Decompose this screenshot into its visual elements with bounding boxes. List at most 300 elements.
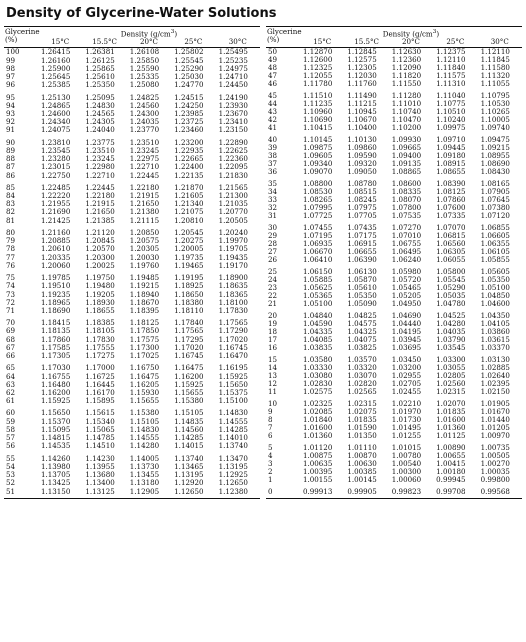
density-cell: 1.20570: [85, 244, 115, 254]
density-cell: 1.03615: [480, 335, 510, 345]
density-cell: 1.12920: [174, 478, 204, 488]
density-cell: 1.11760: [347, 79, 377, 89]
density-cell: 1.24710: [218, 72, 248, 82]
density-cell: 1.17830: [85, 334, 115, 344]
density-cell: 1.25030: [174, 72, 204, 82]
glycerine-percent-cell: 22: [268, 291, 278, 301]
density-label: Density (g/cm: [120, 29, 171, 39]
glycerine-percent-cell: 7: [268, 423, 273, 433]
table-row: [4, 450, 260, 462]
density-cell: 1.11215: [347, 99, 377, 109]
glycerine-percent-cell: 84: [6, 191, 16, 201]
density-cell: 1.12305: [347, 63, 377, 73]
density-cell: 1.23725: [174, 117, 204, 127]
density-cell: 1.02070: [436, 399, 466, 409]
density-cell: 1.08125: [436, 187, 466, 197]
density-cell: 1.14560: [174, 424, 204, 434]
density-cell: 1.21385: [85, 215, 115, 225]
density-cell: 1.03570: [347, 355, 377, 365]
density-cell: 1.07070: [436, 223, 466, 233]
density-cell: 1.03825: [347, 343, 377, 353]
table-row: [4, 135, 260, 147]
density-cell: 1.09975: [436, 123, 466, 133]
table-row: [4, 405, 260, 417]
density-cell: 1.22095: [218, 162, 248, 172]
density-cell: 1.00035: [480, 467, 510, 477]
density-cell: 1.21605: [174, 191, 204, 201]
density-cell: 1.02325: [303, 399, 333, 409]
density-cell: 1.23280: [41, 154, 71, 164]
density-cell: 1.13980: [41, 461, 71, 471]
density-cell: 1.24340: [41, 117, 71, 127]
density-cell: 1.09215: [480, 143, 510, 153]
glycerine-percent-cell: 59: [6, 416, 16, 426]
glycerine-percent-cell: 2: [268, 467, 273, 477]
glycerine-percent-cell: 32: [268, 203, 278, 213]
density-cell: 1.12030: [347, 71, 377, 81]
density-cell: 1.09400: [391, 151, 422, 161]
density-cell: 1.18940: [129, 289, 160, 299]
density-cell: 1.05610: [347, 283, 377, 293]
density-cell: 1.18110: [174, 305, 204, 315]
density-cell: 1.16475: [129, 371, 160, 381]
glycerine-percent-cell: 29: [268, 231, 278, 241]
density-cell: 1.00780: [391, 451, 422, 461]
density-cell: 1.26108: [129, 47, 160, 57]
density-cell: 1.00875: [303, 451, 333, 461]
density-cell: 1.16470: [218, 351, 248, 361]
density-cell: 1.02565: [347, 387, 377, 397]
density-cell: 1.23930: [218, 100, 248, 110]
density-cell: 1.08780: [347, 179, 377, 189]
glycerine-percent-cell: 38: [268, 151, 278, 161]
density-cell: 1.00870: [347, 451, 377, 461]
glycerine-percent-cell: 24: [268, 275, 278, 285]
density-cell: 1.04195: [391, 327, 422, 337]
density-cell: 1.04280: [436, 319, 466, 329]
density-cell: 1.00395: [303, 467, 333, 477]
glycerine-percent-cell: 72: [6, 297, 16, 307]
density-cell: 1.12090: [391, 63, 422, 73]
density-cell: 1.10510: [436, 107, 466, 117]
density-cell: 1.14535: [41, 441, 71, 451]
temperature-header-row: [4, 38, 260, 48]
glycerine-percent-cell: 41: [268, 123, 278, 133]
density-cell: 1.10740: [391, 107, 422, 117]
density-cell: 1.07860: [436, 195, 466, 205]
density-cell: 1.15095: [41, 424, 71, 434]
density-cell: 1.03370: [480, 343, 510, 353]
density-cell: 1.04825: [347, 311, 377, 321]
density-cell: 1.21300: [218, 191, 248, 201]
density-cell: 1.14285: [174, 433, 204, 443]
density-cell: 1.04780: [436, 299, 466, 309]
density-cell: 1.15380: [174, 396, 204, 406]
density-cell: 1.16750: [129, 363, 160, 373]
table-row: [4, 126, 260, 134]
glycerine-percent-cell: 0: [268, 487, 273, 497]
density-cell: 1.23015: [41, 162, 71, 172]
density-cell: 1.16170: [85, 387, 115, 397]
density-cell: 1.22180: [129, 182, 160, 192]
density-cell: 1.22220: [41, 191, 71, 201]
glycerine-percent-cell: 13: [268, 371, 278, 381]
glycerine-percent-cell: 74: [6, 281, 16, 291]
density-cell: 1.24300: [129, 109, 160, 118]
density-cell: 1.20575: [129, 236, 160, 246]
density-cell: 1.09605: [303, 151, 333, 161]
density-cell: 1.15895: [85, 396, 115, 406]
density-cell: 1.08800: [303, 179, 333, 189]
density-cell: 1.03945: [391, 335, 422, 345]
density-cell: 1.18395: [129, 305, 160, 315]
density-cell: 1.01110: [347, 443, 377, 453]
density-cell: 1.01730: [391, 415, 422, 425]
density-exponent: 3: [432, 29, 437, 35]
table-row: [266, 300, 522, 308]
table-row: [266, 432, 522, 440]
density-cell: 1.21955: [41, 199, 71, 209]
density-cell: 1.09050: [347, 167, 377, 177]
density-cell: 1.26381: [85, 47, 115, 57]
density-cell: 1.21690: [41, 207, 71, 217]
temp-header: 30°C: [478, 38, 522, 48]
density-cell: 1.01205: [480, 423, 510, 433]
density-cell: 1.03130: [480, 355, 510, 365]
density-cell: 1.02560: [436, 379, 466, 389]
glycerine-percent-cell: 96: [6, 80, 16, 90]
density-table-left: [4, 26, 260, 499]
density-cell: 1.20030: [129, 252, 160, 262]
glycerine-percent-cell: 6: [268, 431, 273, 441]
density-cell: 1.23985: [174, 109, 204, 118]
density-cell: 1.18385: [85, 318, 115, 328]
glycerine-percent-cell: 48: [268, 63, 278, 73]
density-cell: 1.11575: [436, 71, 466, 81]
density-cell: 1.00300: [391, 467, 422, 477]
density-cell: 1.10670: [347, 115, 377, 125]
density-cell: 1.11235: [303, 99, 333, 109]
density-cell: 1.11510: [303, 91, 333, 101]
density-cell: 1.04850: [480, 291, 510, 301]
density-cell: 1.16755: [41, 371, 71, 381]
glycerine-percent-cell: 63: [6, 379, 16, 389]
temp-header: 25°C: [171, 38, 215, 48]
glycerine-percent-cell: 81: [6, 215, 16, 225]
density-cell: 1.03320: [347, 363, 377, 373]
density-cell: 1.14555: [129, 433, 160, 443]
density-cell: 1.10960: [303, 107, 333, 117]
glycerine-percent-cell: 9: [268, 407, 273, 417]
density-cell: 1.13730: [129, 461, 160, 471]
density-cell: 1.13195: [174, 470, 204, 479]
density-cell: 1.12630: [391, 47, 422, 57]
density-cell: 1.12110: [436, 55, 466, 65]
density-cell: 1.09445: [436, 143, 466, 153]
density-cell: 1.20885: [41, 236, 71, 246]
density-cell: 1.01600: [303, 423, 333, 433]
glycerine-percent-cell: 97: [6, 72, 16, 82]
density-cell: 1.06240: [391, 255, 422, 265]
density-cell: 1.16205: [129, 379, 160, 389]
density-cell: 1.01255: [391, 431, 422, 441]
temp-header: 20°C: [389, 38, 433, 48]
glycerine-header: [4, 27, 38, 48]
density-cell: 1.10775: [436, 99, 466, 109]
density-cell: 1.22180: [85, 191, 115, 201]
density-cell: 1.07335: [436, 211, 466, 221]
density-cell: 1.05885: [303, 275, 333, 285]
density-cell: 0.99913: [303, 487, 333, 497]
density-cell: 1.21115: [129, 215, 160, 225]
density-cell: 1.16200: [174, 371, 204, 381]
density-cell: 1.12055: [303, 71, 333, 81]
density-cell: 1.13740: [218, 441, 248, 451]
glycerine-percent-cell: 86: [6, 170, 16, 180]
density-cell: 1.06755: [391, 239, 422, 249]
temp-header: 15.5°C: [82, 38, 126, 48]
density-cell: 1.20300: [85, 252, 115, 262]
glycerine-label: Glycerine: [5, 27, 40, 36]
density-cell: 1.24040: [85, 125, 115, 135]
table-row: [266, 80, 522, 88]
density-cell: 1.19785: [41, 273, 71, 283]
glycerine-percent-cell: 23: [268, 283, 278, 293]
density-cell: 1.17860: [41, 334, 71, 344]
glycerine-percent-cell: 56: [6, 441, 16, 451]
density-cell: 1.25850: [129, 55, 160, 65]
density-cell: 1.15650: [218, 379, 248, 389]
density-cell: 1.05100: [303, 299, 333, 309]
table-header-row: [266, 27, 522, 39]
glycerine-percent-cell: 99: [6, 55, 16, 65]
table-row: [4, 89, 260, 101]
density-cell: 1.07725: [303, 211, 333, 221]
density-cell: 1.00655: [436, 451, 466, 461]
glycerine-percent-cell: 46: [268, 79, 278, 89]
density-cell: 1.23410: [218, 117, 248, 127]
density-cell: 1.25350: [85, 80, 115, 90]
density-cell: 1.22710: [85, 170, 115, 180]
density-cell: 1.07995: [303, 203, 333, 213]
density-cell: 1.00385: [347, 467, 377, 477]
density-cell: 1.09740: [480, 123, 510, 133]
density-cell: 0.99905: [347, 487, 377, 497]
density-cell: 1.21035: [218, 199, 248, 209]
density-cell: 1.23510: [129, 137, 160, 147]
density-cell: 1.10145: [303, 135, 333, 145]
density-cell: 1.03080: [303, 371, 333, 381]
temp-header: 15°C: [300, 38, 344, 48]
density-cell: 1.18380: [174, 297, 204, 307]
temp-header: 20°C: [127, 38, 171, 48]
density-cell: 1.00505: [480, 451, 510, 461]
density-cell: 1.18125: [129, 318, 160, 328]
density-cell: 1.15065: [85, 424, 115, 434]
density-cell: 1.05800: [436, 267, 466, 277]
density-cell: 1.12575: [347, 55, 377, 65]
density-cell: 1.16200: [41, 387, 71, 397]
glycerine-percent-cell: 77: [6, 252, 16, 262]
density-cell: 1.25590: [129, 63, 160, 73]
density-cell: 1.07905: [480, 187, 510, 197]
density-cell: 1.15370: [41, 416, 71, 426]
density-cell: 1.12650: [218, 478, 248, 488]
density-cell: 1.00270: [480, 459, 510, 469]
tables-container: [4, 26, 522, 499]
table-row: [4, 262, 260, 270]
density-cell: 1.01360: [303, 431, 333, 441]
table-row: [266, 168, 522, 176]
density-cell: 1.14785: [85, 433, 115, 443]
density-cell: 1.22980: [85, 162, 115, 172]
density-cell: 1.11820: [391, 71, 422, 81]
density-cell: 1.20275: [174, 236, 204, 246]
density-cell: 1.08955: [480, 151, 510, 161]
density-cell: 1.02210: [391, 399, 422, 409]
density-cell: 1.06410: [303, 255, 333, 265]
density-cell: 0.99708: [436, 487, 466, 497]
density-cell: 1.08070: [391, 195, 422, 205]
density-cell: 1.02075: [347, 407, 377, 417]
table-row: [266, 256, 522, 264]
density-cell: 1.01350: [347, 431, 377, 441]
density-cell: 0.99800: [480, 475, 510, 485]
density-cell: 1.08690: [480, 159, 510, 169]
density-cell: 1.17305: [41, 351, 71, 361]
glycerine-percent-cell: 27: [268, 247, 278, 257]
density-cell: 1.00890: [436, 443, 466, 453]
density-cell: 1.10400: [347, 123, 377, 133]
density-cell: 1.12325: [303, 63, 333, 73]
density-cell: 1.26160: [41, 55, 71, 65]
density-cell: 1.21830: [218, 170, 248, 180]
density-cell: 1.00180: [436, 467, 466, 477]
density-cell: 1.02805: [436, 371, 466, 381]
glycerine-percent-cell: 70: [6, 318, 16, 328]
density-cell: 1.03330: [303, 363, 333, 373]
density-cell: 1.10240: [436, 115, 466, 125]
density-cell: 1.10415: [303, 123, 333, 133]
temp-header: 15°C: [38, 38, 82, 48]
table-header-row: [4, 27, 260, 39]
table-row: [4, 81, 260, 89]
glycerine-percent-cell: 1: [268, 475, 273, 485]
glycerine-percent-cell: 40: [268, 135, 278, 145]
density-cell: 1.20770: [218, 207, 248, 217]
glycerine-percent-cell: 87: [6, 162, 16, 172]
density-cell: 1.09710: [436, 135, 466, 145]
glycerine-percent-cell: 37: [268, 159, 278, 169]
density-cell: 1.15655: [129, 396, 160, 406]
glycerine-percent-cell: 51: [6, 486, 16, 496]
density-cell: 1.02315: [347, 399, 377, 409]
density-cell: 1.19170: [218, 260, 248, 270]
density-cell: 1.19215: [129, 281, 160, 291]
glycerine-percent-cell: 31: [268, 211, 278, 221]
density-cell: 1.02395: [480, 379, 510, 389]
density-cell: 1.18415: [41, 318, 71, 328]
density-cell: 1.22135: [174, 170, 204, 180]
percent-label: (%): [267, 35, 280, 44]
density-cell: 1.21425: [41, 215, 71, 225]
density-cell: 1.11780: [303, 79, 333, 89]
density-cell: 1.04335: [303, 327, 333, 337]
glycerine-percent-cell: 19: [268, 319, 278, 329]
density-cell: 1.13680: [85, 470, 115, 479]
density-cell: 1.12360: [391, 55, 422, 65]
table-body-left: [4, 48, 260, 499]
density-cell: 1.25495: [218, 47, 248, 57]
density-cell: 1.05465: [391, 283, 422, 293]
glycerine-percent-cell: 17: [268, 335, 278, 345]
glycerine-percent-cell: 91: [6, 125, 16, 135]
density-cell: 1.20610: [41, 244, 71, 254]
density-cell: 1.13425: [41, 478, 71, 488]
table-row: [4, 487, 260, 499]
density-cell: 1.04325: [347, 327, 377, 337]
density-cell: 1.13455: [129, 470, 160, 479]
density-cell: 1.15105: [129, 416, 160, 426]
glycerine-percent-cell: 53: [6, 470, 16, 479]
density-cell: 1.19705: [218, 244, 248, 254]
density-cell: 1.07195: [303, 231, 333, 241]
density-cell: 1.07435: [347, 223, 377, 233]
density-cell: 1.06915: [347, 239, 377, 249]
density-cell: 1.21650: [85, 207, 115, 217]
density-cell: 1.17840: [174, 318, 204, 328]
density-cell: 1.00735: [480, 443, 510, 453]
density-cell: 1.14260: [41, 453, 71, 463]
density-cell: 1.16480: [41, 379, 71, 389]
density-cell: 1.16195: [218, 363, 248, 373]
glycerine-percent-cell: 4: [268, 451, 273, 461]
density-cell: 1.18135: [41, 326, 71, 336]
density-cell: 1.14015: [174, 441, 204, 451]
density-cell: 1.10470: [391, 115, 422, 125]
density-cell: 1.05605: [480, 267, 510, 277]
density-cell: 1.10200: [391, 123, 422, 133]
density-cell: 1.07705: [347, 211, 377, 221]
density-cell: 1.20505: [218, 215, 248, 225]
glycerine-percent-cell: 45: [268, 91, 278, 101]
density-cell: 1.12650: [174, 486, 204, 496]
density-cell: 1.00145: [347, 475, 377, 485]
density-cell: 1.08600: [391, 179, 422, 189]
glycerine-percent-cell: 90: [6, 137, 16, 147]
density-cell: 1.03835: [303, 343, 333, 353]
density-cell: 1.11580: [480, 63, 510, 73]
glycerine-percent-cell: 21: [268, 299, 278, 309]
density-cell: 1.21075: [174, 207, 204, 217]
glycerine-percent-cell: 68: [6, 334, 16, 344]
density-cell: 1.25865: [85, 63, 115, 73]
glycerine-percent-cell: 44: [268, 99, 278, 109]
density-cell: 1.22445: [85, 182, 115, 192]
density-cell: 1.24515: [174, 92, 204, 102]
glycerine-percent-cell: 88: [6, 154, 16, 164]
density-cell: 1.00540: [391, 459, 422, 469]
density-table-right: [266, 26, 522, 499]
density-cell: 1.18670: [129, 297, 160, 307]
density-cell: 1.23460: [174, 125, 204, 135]
density-cell: 1.21915: [85, 199, 115, 209]
density-cell: 1.06560: [436, 239, 466, 249]
density-cell: 1.11055: [480, 79, 510, 89]
density-cell: 1.07800: [391, 203, 422, 213]
table-row: [4, 360, 260, 372]
density-cell: 1.01495: [391, 423, 422, 433]
